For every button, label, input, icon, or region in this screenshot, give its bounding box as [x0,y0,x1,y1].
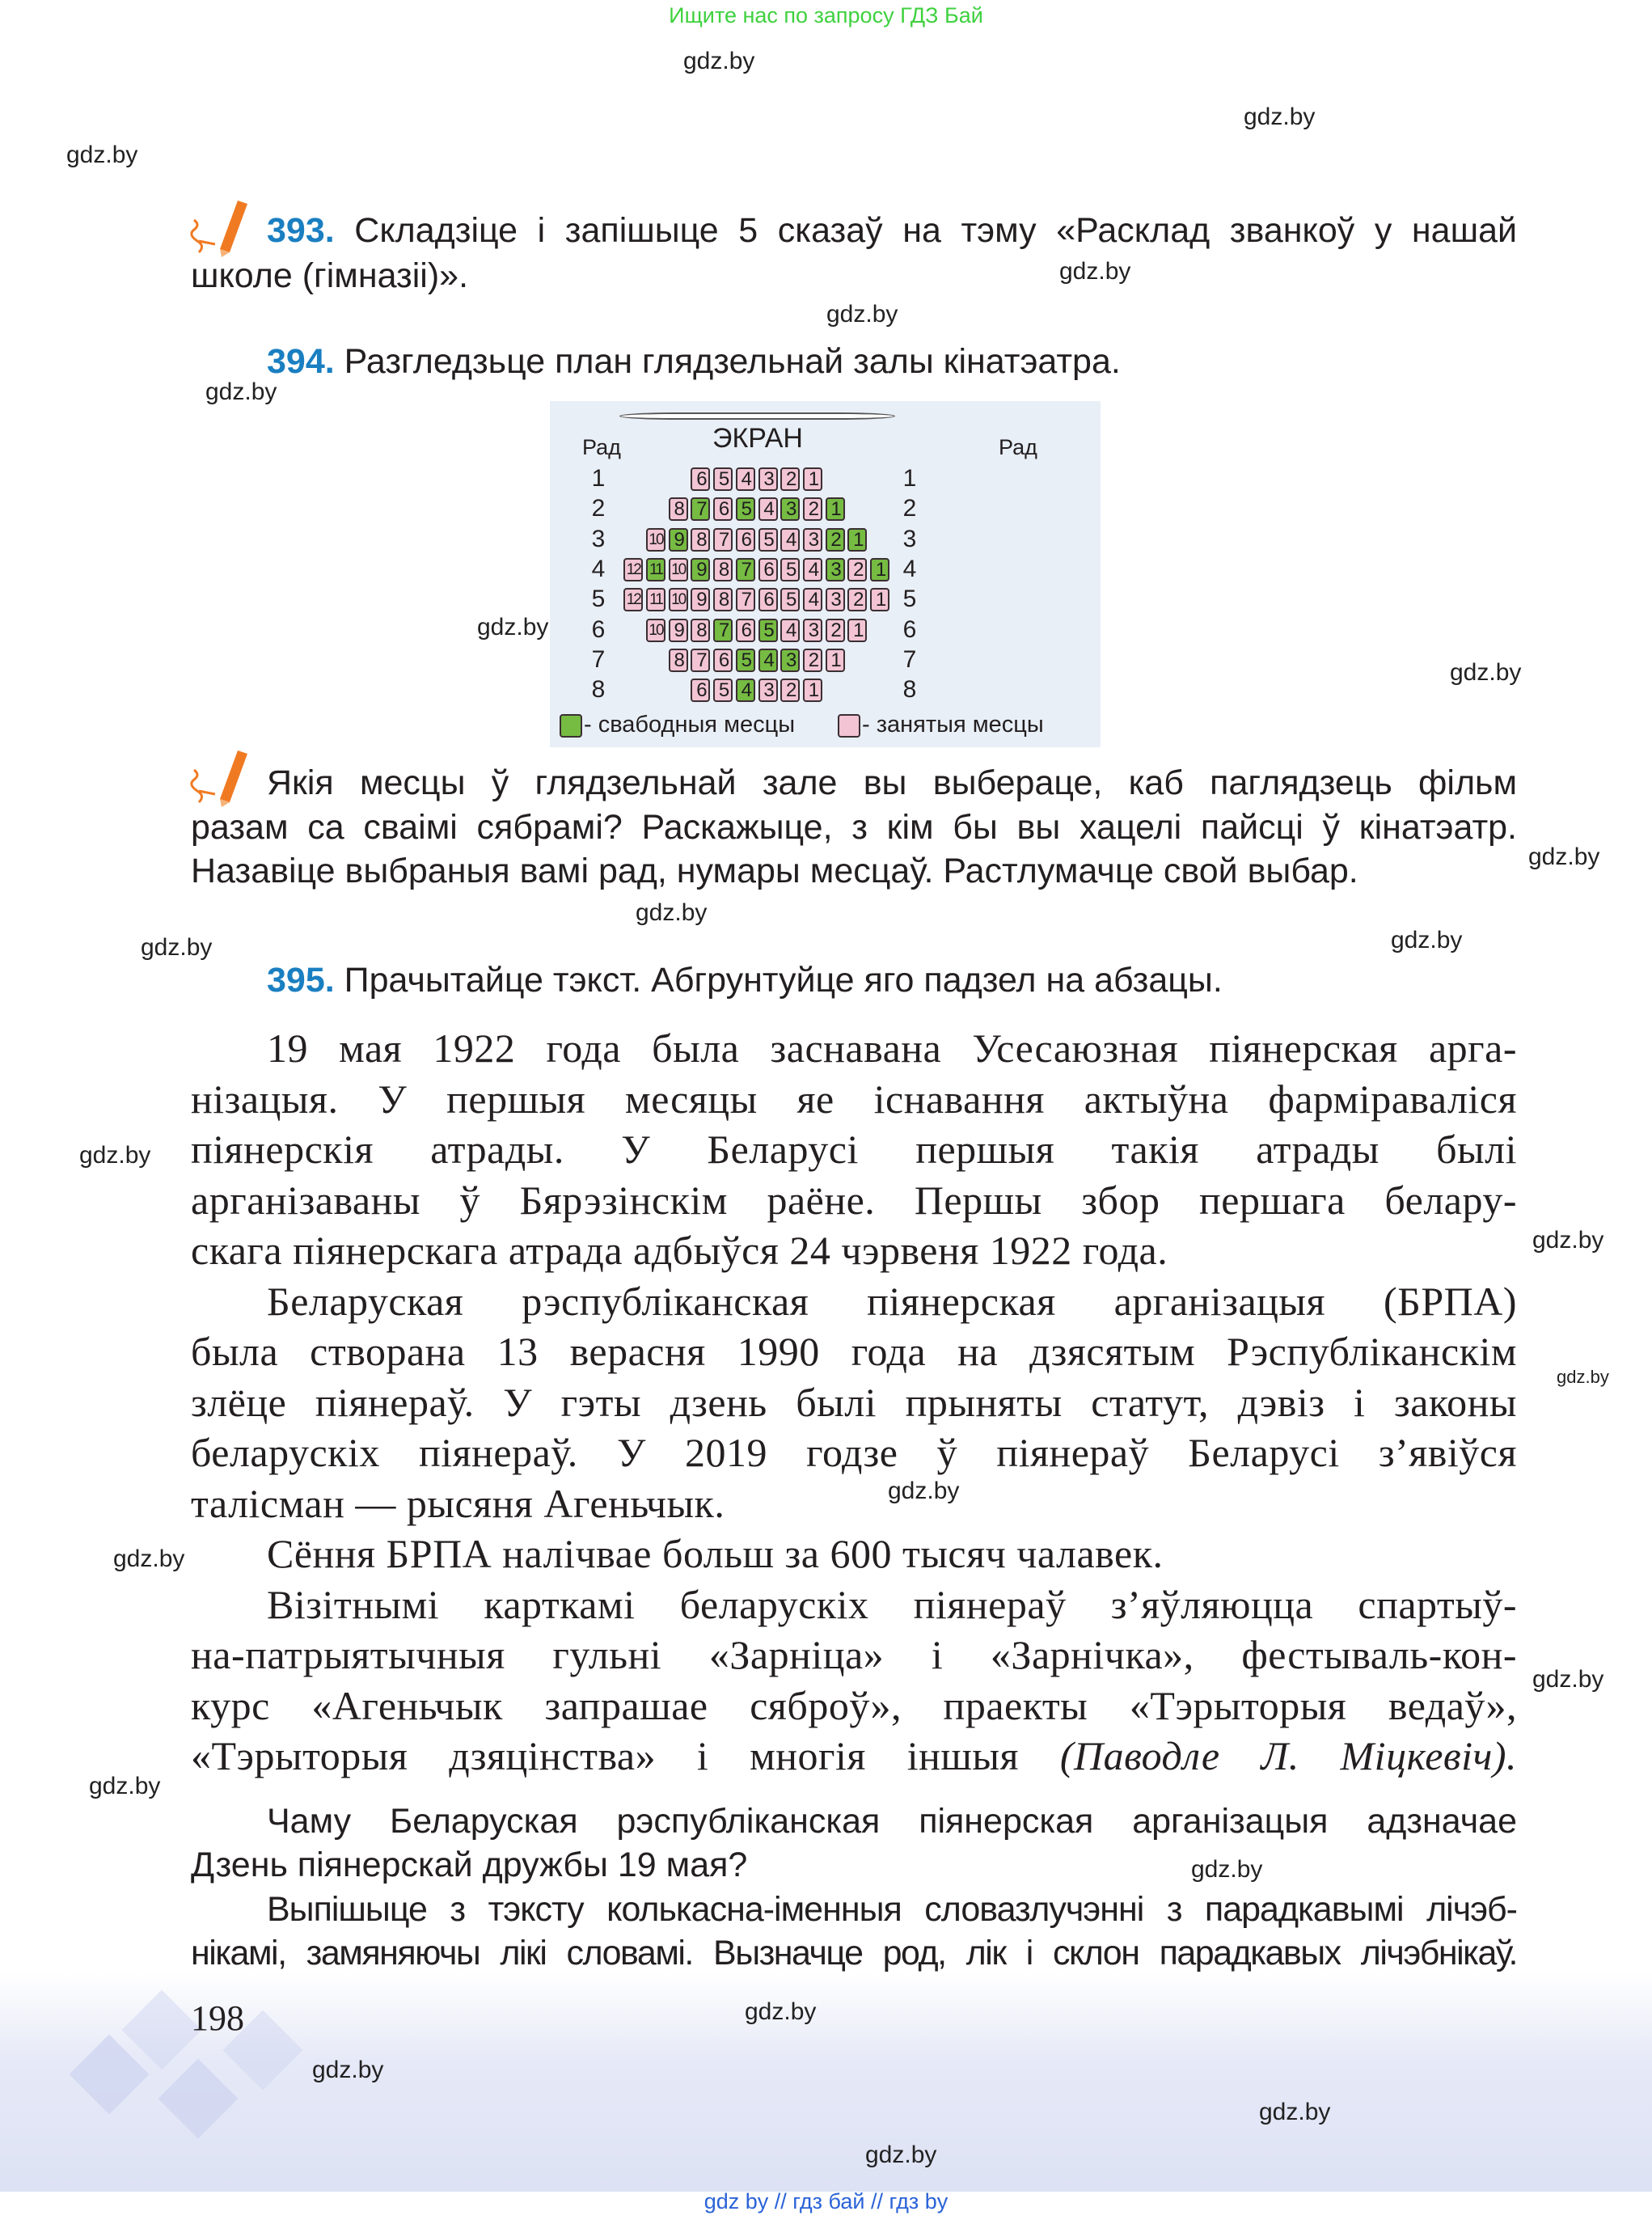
seat-free: 1 [870,558,889,581]
watermark: gdz.by [1557,1367,1609,1387]
watermark: gdz.by [113,1545,185,1572]
watermark: gdz.by [683,48,755,74]
seat-free: 7 [736,558,755,581]
seat-taken: 10 [669,558,688,581]
seat-free: 4 [758,649,778,672]
text-line: 19 мая 1922 года была заснавана Усесаюзная піянерская арга- [267,1025,1517,1071]
seat-taken: 2 [780,679,800,702]
seat-taken: 10 [646,619,665,642]
seat-taken: 4 [803,588,822,611]
watermark: gdz.by [205,378,277,405]
text-line: курс «Агеньчык запрашае сяброў», праекты «Тэрыторыя ведаў», [191,1682,1517,1728]
watermark: gdz.by [1532,1666,1604,1693]
row-number-right: 2 [902,495,917,522]
seat-free: 11 [646,558,665,581]
seat-taken: 4 [736,467,755,491]
seat-free: 5 [736,497,755,521]
watermark: gdz.by [1259,2099,1331,2125]
seat-taken: 2 [780,467,800,491]
exercise-text: Прачытайце тэкст. Абгрунтуйце яго падзел на абзацы. [344,961,1223,1000]
seat-taken: 6 [713,649,733,672]
exercise-number: 393. [267,211,335,250]
seat-taken: 3 [826,588,845,611]
seat-taken: 9 [669,619,688,642]
text-line: Сёння БРПА налічвае больш за 600 тысяч чалавек. [267,1531,1164,1576]
seat-taken: 1 [847,619,867,642]
row-number-left: 8 [591,676,606,704]
watermark: gdz.by [1532,1227,1604,1254]
text-line: злёце піянераў. У гэты дзень былі прыняты статут, дэвіз і законы [191,1379,1517,1425]
text-line: беларускіх піянераў. У 2019 годзе ў піянераў Беларусі з’явіўся [191,1430,1517,1475]
row-number-right: 5 [902,586,917,613]
question-line: Дзень піянерскай дружбы 19 мая? [191,1846,748,1884]
seat-taken: 7 [736,588,755,611]
row-number-right: 4 [902,555,917,582]
seat-taken: 1 [826,649,845,672]
seat-taken: 4 [803,558,822,581]
seat-taken: 8 [669,649,688,672]
seat-taken: 6 [736,619,755,642]
seat-free: 3 [780,649,800,672]
row-header-left: Рад [582,435,621,459]
watermark: gdz.by [66,142,138,168]
seat-taken: 11 [646,588,665,611]
legend-taken-swatch [838,714,860,738]
seat-taken: 1 [803,679,822,702]
row-number-right: 7 [902,645,917,673]
text-line: была створана 13 верасня 1990 года на дзясятым Рэспубліканскім [191,1329,1517,1374]
row-number-left: 3 [591,525,606,552]
watermark: gdz.by [1391,927,1463,953]
watermark: gdz.by [1528,844,1600,870]
seat-free: 9 [669,528,688,552]
seat-free: 4 [736,679,755,702]
seat-taken: 12 [623,588,643,611]
watermark: gdz.by [1450,659,1522,686]
exercise-number: 394. [267,342,335,381]
question-line: Чаму Беларуская рэспубліканская піянерская арганізацыя адзначае [267,1802,1517,1841]
text-line: на-патрыятычныя гульні «Зарніца» і «Зарнічка», фестываль-кон- [191,1632,1517,1677]
watermark: gdz.by [745,1998,817,2025]
seat-free: 7 [713,619,733,642]
seat-free: 9 [691,558,710,581]
exercise-395-title [191,958,1517,1003]
seat-taken: 6 [758,558,778,581]
row-number-left: 6 [591,615,606,643]
seat-taken: 2 [826,619,845,642]
seat-taken: 6 [713,497,733,521]
seat-taken: 6 [758,588,778,611]
seat-taken: 9 [691,588,710,611]
watermark: gdz.by [888,1478,960,1504]
seat-taken: 10 [669,588,688,611]
watermark: gdz.by [826,301,898,328]
row-number-right: 3 [902,525,917,552]
seat-taken: 7 [713,528,733,552]
watermark: gdz.by [865,2142,937,2168]
assignment-line: Выпішыце з тэксту колькасна-іменныя словазлучэнні з парадкавымі лічэб- [267,1890,1517,1929]
text-line: арганізаваны ў Бярэзінскім раёне. Першы збор першага белару- [191,1177,1517,1223]
exercise-number: 395. [267,961,335,1000]
seat-free: 1 [826,497,845,521]
exercise-text: Складзіце і запішыце 5 сказаў на тэму «Расклад званкоў у нашай [354,211,1517,250]
text-line: Візітнымі карткамі беларускіх піянераў з’яўляюцца спартыў- [267,1581,1517,1627]
text-source: (Паводле Л. Міцкевіч). [1059,1733,1518,1778]
seat-taken: 8 [713,588,733,611]
seat-taken: 5 [758,528,778,552]
seat-taken: 2 [803,649,822,672]
seat-taken: 3 [803,619,822,642]
seat-free: 5 [736,649,755,672]
seat-taken: 5 [713,467,733,491]
row-header-right: Рад [999,435,1037,459]
seat-taken: 8 [691,619,710,642]
screen-label: ЭКРАН [712,423,803,454]
text-line: Беларуская рэспубліканская піянерская арганізацыя (БРПА) [267,1278,1517,1324]
screen-bar [619,412,895,420]
seat-free: 2 [826,528,845,552]
text-line: нізацыя. У першыя месяцы яе існавання актыўна фарміраваліся [191,1076,1517,1122]
seat-taken: 2 [803,497,822,521]
watermark: gdz.by [79,1142,151,1169]
seat-taken: 6 [736,528,755,552]
question-line: разам са сваімі сябрамі? Раскажыце, з кім бы вы хацелі пайсці ў кінатэатр. [191,808,1517,847]
seat-free: 5 [758,619,778,642]
watermark: gdz.by [1191,1856,1263,1883]
cinema-seating-plan [550,401,1101,747]
seat-taken: 3 [803,528,822,552]
watermark: gdz.by [636,899,708,926]
seat-free: 3 [826,558,845,581]
seat-taken: 2 [847,558,867,581]
legend-free-swatch [560,714,582,738]
seat-taken: 5 [780,558,800,581]
seat-taken: 4 [758,497,778,521]
seat-taken: 8 [691,528,710,552]
exercise-text: Разгледзьце план глядзельнай залы кінатэатра. [344,342,1121,381]
question-line: Якія месцы ў глядзельнай зале вы выбераце, каб паглядзець фільм [267,763,1517,802]
seat-taken: 6 [691,679,710,702]
exercise-393-line [191,208,1517,253]
search-banner[interactable]: Ищите нас по запросу ГДЗ Бай [669,3,983,27]
seat-taken: 4 [780,528,800,552]
watermark: gdz.by [89,1773,161,1799]
row-number-left: 2 [591,495,606,522]
seat-free: 1 [847,528,867,552]
footer-band [0,1973,1652,2192]
text-line: скага піянерскага атрада адбыўся 24 чэрвеня 1922 года. [191,1228,1168,1273]
seat-taken: 2 [847,588,867,611]
footer-links[interactable]: gdz by // гдз бай // гдз by [703,2189,949,2213]
watermark: gdz.by [1244,104,1316,130]
text-line: піянерскія атрады. У Беларусі першыя такія атрады былі [191,1127,1517,1172]
row-number-left: 1 [591,465,606,492]
row-number-left: 7 [591,645,606,673]
seat-taken: 6 [691,467,710,491]
legend-taken-label: - занятыя месцы [862,712,1044,738]
seat-taken: 10 [646,528,665,552]
row-number-right: 1 [902,465,917,492]
question-line: Назавіце выбраныя вамі рад, нумары месцаў. Растлумачце свой выбар. [191,852,1358,890]
watermark: gdz.by [312,2057,384,2083]
seat-taken: 3 [758,467,778,491]
seat-taken: 8 [669,497,688,521]
seat-taken: 8 [713,558,733,581]
text-line: талісман — рысяня Агеньчык. [191,1480,725,1526]
seat-taken: 5 [780,588,800,611]
seat-free: 3 [780,497,800,521]
seat-taken: 12 [623,558,643,581]
seat-taken: 3 [758,679,778,702]
text-line: «Тэрыторыя дзяцінства» і многія іншыя (Паводле Л. Міцкевіч). [191,1733,1518,1778]
watermark: gdz.by [141,934,213,961]
seat-taken: 7 [691,649,710,672]
exercise-394-title [191,339,1517,384]
seat-taken: 1 [803,467,822,491]
row-number-right: 8 [902,676,917,704]
row-number-left: 4 [591,555,606,582]
watermark: gdz.by [477,614,549,641]
row-number-right: 6 [902,615,917,643]
legend-free-label: - свабодныя месцы [584,712,796,738]
exercise-393-line: школе (гімназіі)». [191,256,469,295]
seat-taken: 1 [870,588,889,611]
page-number: 198 [191,1998,244,2038]
seat-free: 7 [691,497,710,521]
seat-taken: 5 [713,679,733,702]
seat-taken: 4 [780,619,800,642]
row-number-left: 5 [591,586,606,613]
assignment-line: нікамі, замяняючы лікі словамі. Вызначце род, лік і склон парадкавых лічэбнікаў. [191,1934,1517,1972]
watermark: gdz.by [1059,258,1131,285]
